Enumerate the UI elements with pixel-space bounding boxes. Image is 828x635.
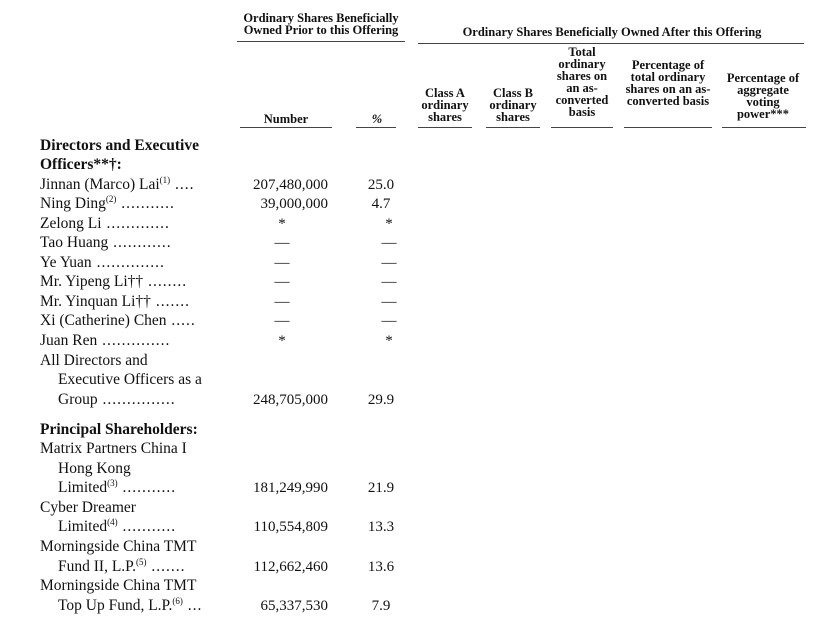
- table-row-line: Morningside China TMT: [40, 577, 197, 594]
- pct-cell: 13.6: [367, 559, 395, 575]
- pct-cell: —: [381, 294, 397, 310]
- pct-cell: —: [381, 255, 397, 271]
- col-class-a-rule: [418, 127, 472, 128]
- number-cell: 181,249,990: [253, 480, 328, 496]
- table-row-line: Cyber Dreamer: [40, 499, 136, 516]
- pct-cell: 21.9: [367, 480, 395, 496]
- table-row-line: All Directors and: [40, 352, 148, 369]
- table-row: Mr. Yinquan Li†† .......: [40, 293, 190, 310]
- number-cell: 112,662,460: [253, 559, 328, 575]
- table-row: Ye Yuan ..............: [40, 254, 165, 271]
- table-row: Ning Ding$^{(2)}$ ...........: [40, 193, 175, 212]
- directors-section-title: Directors and Executive Officers**†:: [40, 137, 199, 173]
- number-cell: 207,480,000: [253, 177, 328, 193]
- pct-cell: 7.9: [371, 598, 391, 614]
- col-class-b-rule: [486, 127, 540, 128]
- number-cell: 248,705,000: [253, 392, 328, 408]
- col-number-header: Number: [263, 112, 309, 126]
- prior-offering-header: Ordinary Shares Beneficially Owned Prior to this Offering: [243, 11, 399, 37]
- col-total-header: Total ordinary shares on an as-converted basis: [555, 45, 609, 119]
- number-cell: 39,000,000: [260, 196, 328, 212]
- col-pct-total-header: Percentage of total ordinary shares on an as-converted basis: [625, 58, 711, 108]
- pct-cell: 4.7: [371, 196, 391, 212]
- pct-cell: 29.9: [367, 392, 395, 408]
- table-row: Limited$^{(4)}$ ...........: [58, 516, 177, 535]
- number-cell: —: [274, 274, 290, 290]
- pct-cell: —: [381, 235, 397, 251]
- table-row: Group ...............: [58, 391, 176, 408]
- col-number-rule: [240, 127, 332, 128]
- table-row: Zelong Li .............: [40, 215, 170, 232]
- col-pct-voting-rule: [722, 127, 806, 128]
- number-cell: —: [274, 235, 290, 251]
- after-offering-header: Ordinary Shares Beneficially Owned After this Offering: [462, 25, 762, 39]
- number-cell: 65,337,530: [260, 598, 328, 614]
- table-row: Fund II, L.P.$^{(5)}$ .......: [58, 556, 186, 575]
- pct-cell: *: [385, 333, 393, 349]
- number-cell: —: [274, 313, 290, 329]
- col-pct-rule: [356, 127, 396, 128]
- pct-cell: 13.3: [367, 519, 395, 535]
- pct-cell: 25.0: [367, 177, 395, 193]
- pct-cell: —: [381, 274, 397, 290]
- principal-section-title: Principal Shareholders:: [40, 421, 198, 438]
- table-row: Jinnan (Marco) Lai$^{(1)}$ ....: [40, 174, 195, 193]
- col-class-b-header: Class B ordinary shares: [489, 86, 537, 124]
- number-cell: —: [274, 255, 290, 271]
- table-row-line: Executive Officers as a: [58, 371, 202, 388]
- col-total-rule: [551, 127, 613, 128]
- table-row-line: Matrix Partners China I: [40, 440, 187, 457]
- prior-header-rule: [237, 41, 405, 42]
- col-class-a-header: Class A ordinary shares: [421, 86, 469, 124]
- number-cell: —: [274, 294, 290, 310]
- table-row: Mr. Yipeng Li†† ........: [40, 273, 188, 290]
- col-pct-voting-header: Percentage of aggregate voting power***: [726, 71, 800, 121]
- table-row: Xi (Catherine) Chen .....: [40, 312, 196, 329]
- table-row: Top Up Fund, L.P.$^{(6)}$ ...: [58, 595, 203, 614]
- number-cell: *: [278, 216, 286, 232]
- pct-cell: *: [385, 216, 393, 232]
- table-row: Limited$^{(3)}$ ...........: [58, 477, 177, 496]
- col-pct-header: %: [371, 112, 383, 126]
- table-row-line: Morningside China TMT: [40, 538, 197, 555]
- number-cell: 110,554,809: [253, 519, 328, 535]
- number-cell: *: [278, 333, 286, 349]
- pct-cell: —: [381, 313, 397, 329]
- table-row: Juan Ren ..............: [40, 332, 171, 349]
- col-pct-total-rule: [624, 127, 712, 128]
- table-row-line: Hong Kong: [58, 460, 131, 477]
- table-row: Tao Huang ............: [40, 234, 172, 251]
- after-header-rule: [418, 43, 804, 44]
